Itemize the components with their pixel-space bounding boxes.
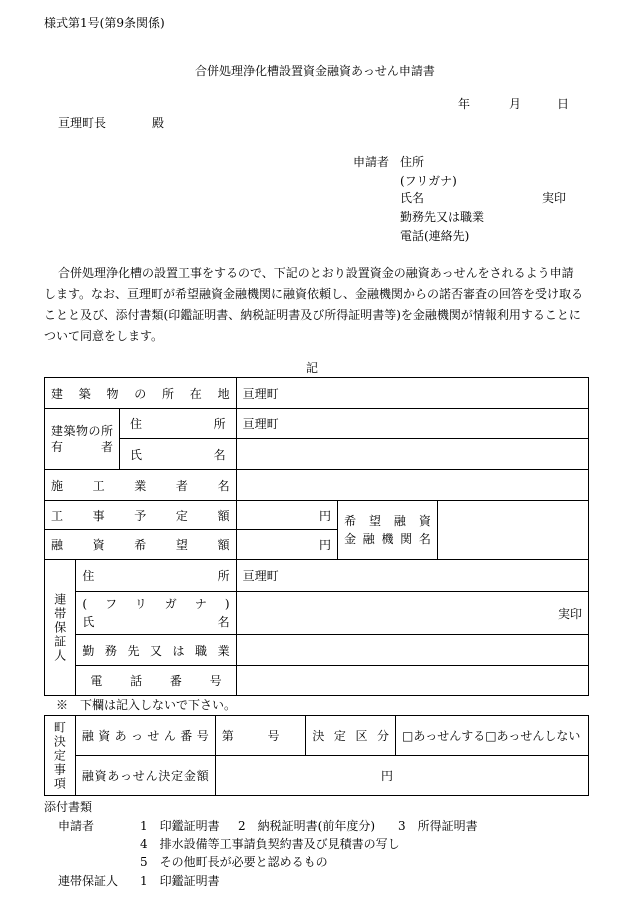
guarantor-phone-label: 電話番号 xyxy=(90,674,222,688)
date-month: 月 xyxy=(509,97,522,111)
applicant-name-label: 氏名 xyxy=(400,191,425,205)
guarantor-workplace-cell xyxy=(76,635,236,666)
bank-label-2: 金融機関名 xyxy=(344,532,431,546)
guarantor-address-label-cell xyxy=(76,560,236,592)
owner-address-value: 亘理町 xyxy=(236,409,588,439)
owner-address-label: 住所 xyxy=(130,417,226,431)
attachment-text: 印鑑証明書 xyxy=(159,819,220,833)
guarantor-workplace-value xyxy=(236,635,588,666)
owner-address-label-cell xyxy=(120,409,237,439)
desired-loan-unit: 円 xyxy=(236,530,337,560)
attachment-text: 排水設備等工事請負契約書及び見積書の写し xyxy=(159,837,400,851)
owner-name-value xyxy=(236,439,588,470)
guarantor-phone-cell xyxy=(76,666,236,696)
guarantor-furigana-label: (フリガナ) xyxy=(82,597,230,611)
applicant-workplace-label: 勤務先又は職業 xyxy=(400,210,485,224)
bank-label-1: 希望融資 xyxy=(344,514,431,528)
date-year: 年 xyxy=(458,97,471,111)
number-value-cell xyxy=(215,716,306,756)
attachment-num: 2 xyxy=(238,819,246,833)
body-text: 合併処理浄化槽の設置工事をするので、下記のとおり設置資金の融資あっせんをされるよう申請します。なお、亘理町が希望融資金融機関に融資依頼し、金融機関からの諾否審査の回答を受け取ることと及び、添付書類(印鑑証明書、納税証明書及び所得証明書等)を金融機関が情報利用することについて同意をします。 xyxy=(44,266,584,343)
planned-cost-label: 工事予定額 xyxy=(51,508,230,523)
attachment-num: 1 xyxy=(140,874,148,888)
attachments-heading: 添付書類 xyxy=(44,800,93,814)
building-location-label: 建築物の所在地 xyxy=(51,386,230,401)
attachment-text: 所得証明書 xyxy=(417,819,478,833)
owner-name-label-cell xyxy=(120,439,237,470)
addressee-name: 亘理町長 xyxy=(58,116,107,130)
guarantor-address-label: 住所 xyxy=(82,569,230,583)
attachment-item xyxy=(398,820,478,832)
desired-loan-label: 融資希望額 xyxy=(51,538,230,552)
date-day: 日 xyxy=(557,97,570,111)
guarantor-seal: 実印 xyxy=(236,592,588,635)
attachment-num: 5 xyxy=(140,855,148,869)
number-label-cell xyxy=(75,716,215,756)
owner-name-label: 氏名 xyxy=(130,447,226,462)
building-location-value: 亘理町 xyxy=(236,378,588,409)
attachments-applicant-label: 申請者 xyxy=(58,819,95,833)
form-number: 様式第1号(第9条関係) xyxy=(44,16,165,30)
applicant-label: 申請者 xyxy=(353,155,390,169)
guarantor-phone-value xyxy=(236,666,588,696)
number-label: 融資あっせん番号 xyxy=(81,729,209,743)
decision-label: 決定区分 xyxy=(312,729,389,743)
number-suffix: 号 xyxy=(267,729,280,743)
town-group-label: 町決定事項 xyxy=(45,716,76,796)
applicant-address-label: 住所 xyxy=(400,155,425,169)
planned-cost-label-cell xyxy=(45,501,237,530)
guarantor-furigana-cell xyxy=(76,592,236,635)
building-location-label-cell xyxy=(45,378,237,409)
document-title: 合併処理浄化槽設置資金融資あっせん申請書 xyxy=(195,64,435,78)
attachment-item xyxy=(238,820,375,832)
attachment-num: 1 xyxy=(140,819,148,833)
contractor-value xyxy=(236,470,588,501)
owner-group-cell xyxy=(45,409,120,470)
contractor-label-cell xyxy=(45,470,237,501)
amount-unit: 円 xyxy=(215,756,588,796)
attachment-num: 3 xyxy=(398,819,406,833)
attachment-num: 4 xyxy=(140,837,148,851)
guarantor-workplace-label: 勤務先又は職業 xyxy=(82,643,230,658)
number-prefix: 第 xyxy=(221,729,234,743)
addressee-honorific: 殿 xyxy=(152,116,165,130)
guarantor-group-label: 連帯保証人 xyxy=(45,560,76,696)
guarantor-name-label: 氏名 xyxy=(82,615,230,629)
bank-label-cell xyxy=(338,501,438,560)
attachment-item xyxy=(140,856,328,868)
attachment-item xyxy=(140,875,220,887)
desired-loan-label-cell xyxy=(45,530,237,560)
decision-label-cell xyxy=(306,716,396,756)
applicant-furigana-label: (フリガナ) xyxy=(400,174,457,188)
amount-label-cell xyxy=(75,756,215,796)
attachments-guarantor-label: 連帯保証人 xyxy=(58,874,119,888)
main-table xyxy=(44,377,589,696)
attachment-item xyxy=(140,820,220,832)
applicant-seal: 実印 xyxy=(542,191,567,205)
note-text: ※ 下欄は記入しないで下さい。 xyxy=(56,698,237,712)
contractor-label: 施工業者名 xyxy=(51,478,230,493)
bank-value xyxy=(437,501,588,560)
guarantor-address-value: 亘理町 xyxy=(236,560,588,592)
amount-label: 融資あっせん決定金額 xyxy=(81,769,209,783)
owner-group-label: 建築物の所有者 xyxy=(51,424,113,454)
attachment-text: 印鑑証明書 xyxy=(159,874,220,888)
town-table xyxy=(44,715,589,796)
attachment-text: 納税証明書(前年度分) xyxy=(257,819,376,833)
attachment-text: その他町長が必要と認めるもの xyxy=(159,855,328,869)
planned-cost-unit: 円 xyxy=(236,501,337,530)
decision-options: □あっせんする□あっせんしない xyxy=(395,716,588,756)
ki-label: 記 xyxy=(306,361,319,375)
attachment-item xyxy=(140,838,400,850)
applicant-phone-label: 電話(連絡先) xyxy=(400,229,470,243)
